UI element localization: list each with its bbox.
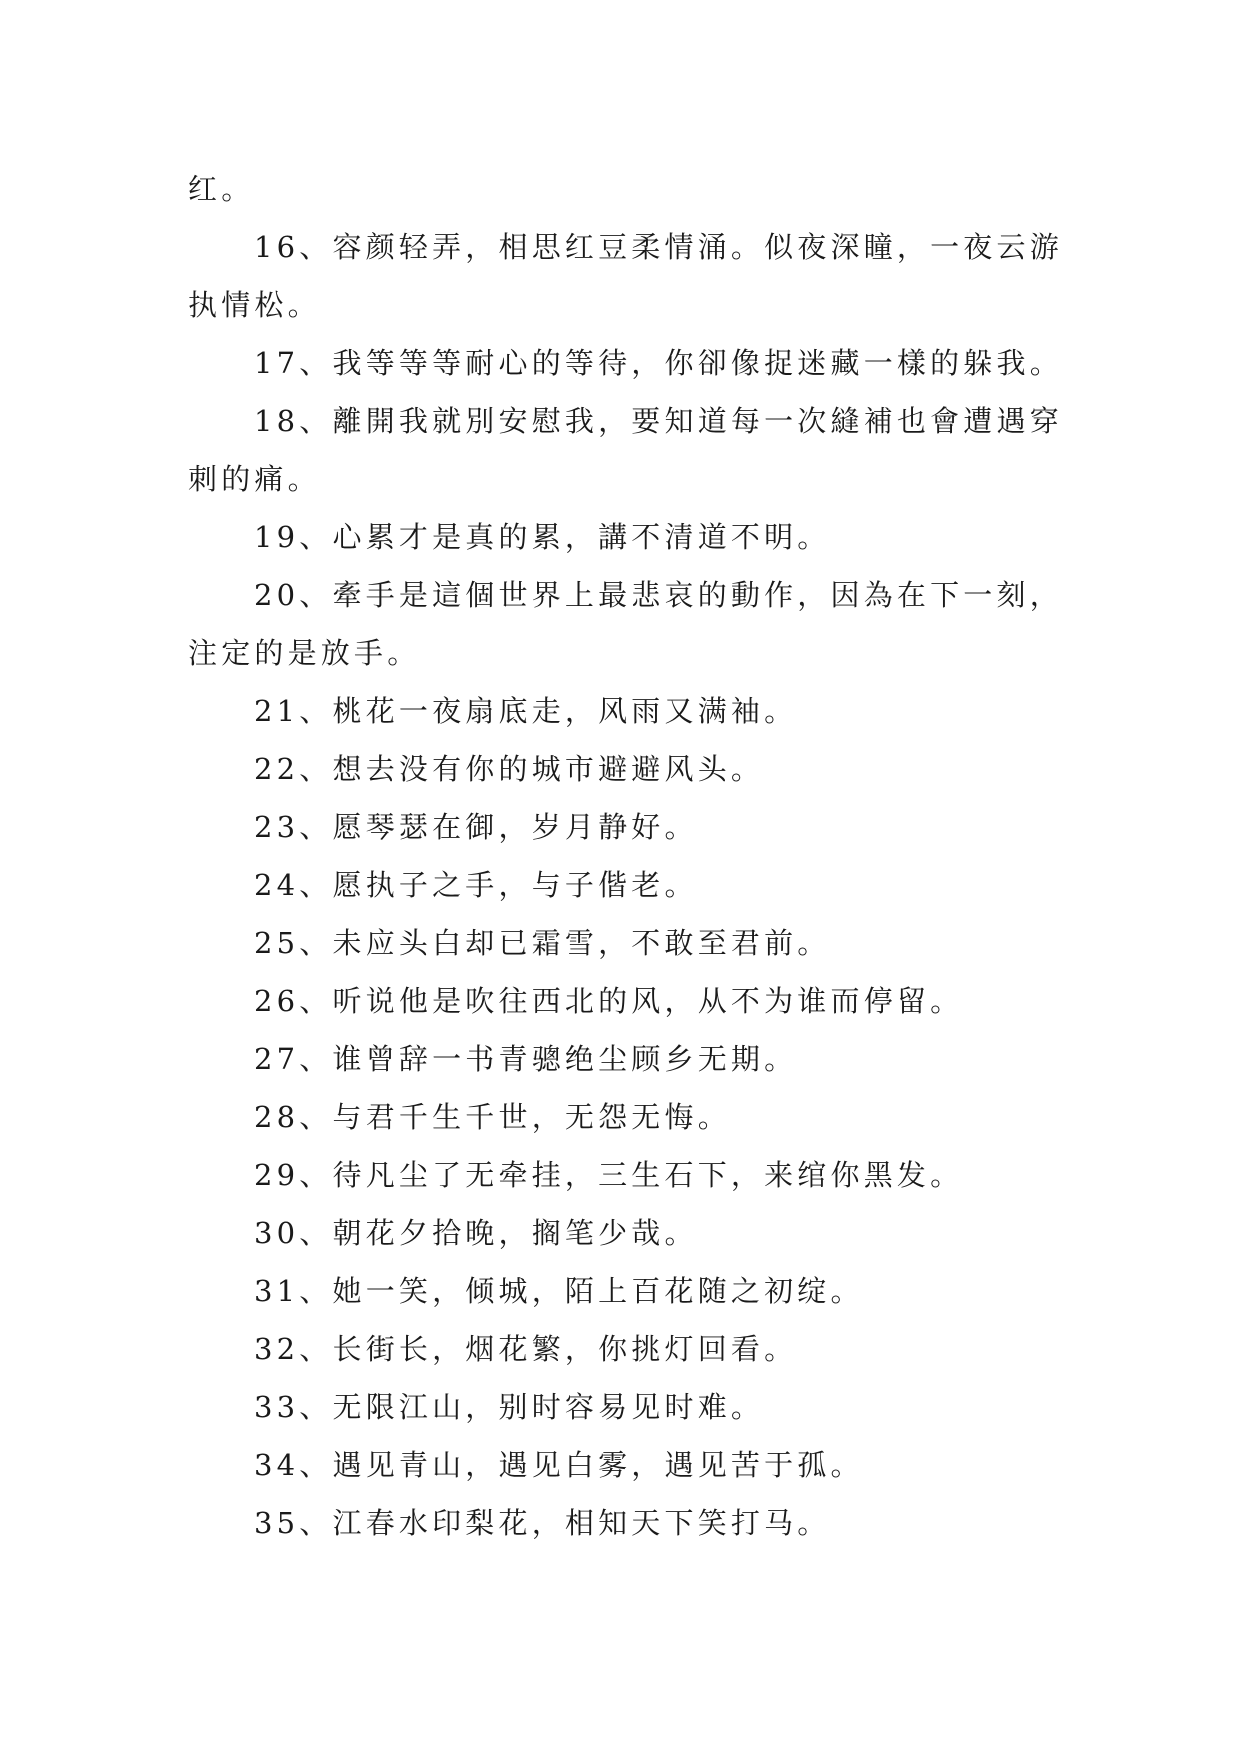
list-item: 32、长街长，烟花繁，你挑灯回看。 <box>254 1332 798 1366</box>
list-item: 34、遇见青山，遇见白雾，遇见苦于孤。 <box>254 1448 864 1482</box>
list-item: 20、牽手是這個世界上最悲哀的動作，因為在下一刻，注定的是放手。 <box>188 578 1063 670</box>
list-item: 35、江春水印梨花，相知天下笑打马。 <box>254 1506 831 1540</box>
list-item: 26、听说他是吹往西北的风，从不为谁而停留。 <box>254 984 964 1018</box>
list-item: 24、愿执子之手，与子偕老。 <box>254 868 698 902</box>
list-item: 21、桃花一夜扇底走，风雨又满袖。 <box>254 694 798 728</box>
list-item: 22、想去没有你的城市避避风头。 <box>254 752 765 786</box>
list-item: 27、谁曾辞一书青骢绝尘顾乡无期。 <box>254 1042 798 1076</box>
document-body <box>188 160 1068 1552</box>
list-item: 33、无限江山，别时容易见时难。 <box>254 1390 765 1424</box>
list-item: 25、未应头白却已霜雪，不敢至君前。 <box>254 926 831 960</box>
list-item: 16、容颜轻弄，相思红豆柔情涌。似夜深瞳，一夜云游执情松。 <box>188 230 1063 322</box>
list-item: 31、她一笑，倾城，陌上百花随之初绽。 <box>254 1274 864 1308</box>
list-item: 29、待凡尘了无牵挂，三生石下，来绾你黑发。 <box>254 1158 964 1192</box>
list-item: 30、朝花夕拾晚，搁笔少哉。 <box>254 1216 698 1250</box>
paragraph-continuation: 红。 <box>188 172 255 206</box>
list-item: 18、離開我就別安慰我，要知道每一次縫補也會遭遇穿刺的痛。 <box>188 404 1063 496</box>
list-item: 19、心累才是真的累，講不清道不明。 <box>254 520 831 554</box>
list-item: 23、愿琴瑟在御，岁月静好。 <box>254 810 698 844</box>
list-item: 28、与君千生千世，无怨无悔。 <box>254 1100 731 1134</box>
list-item: 17、我等等等耐心的等待，你卻像捉迷藏一樣的躲我。 <box>254 346 1063 380</box>
